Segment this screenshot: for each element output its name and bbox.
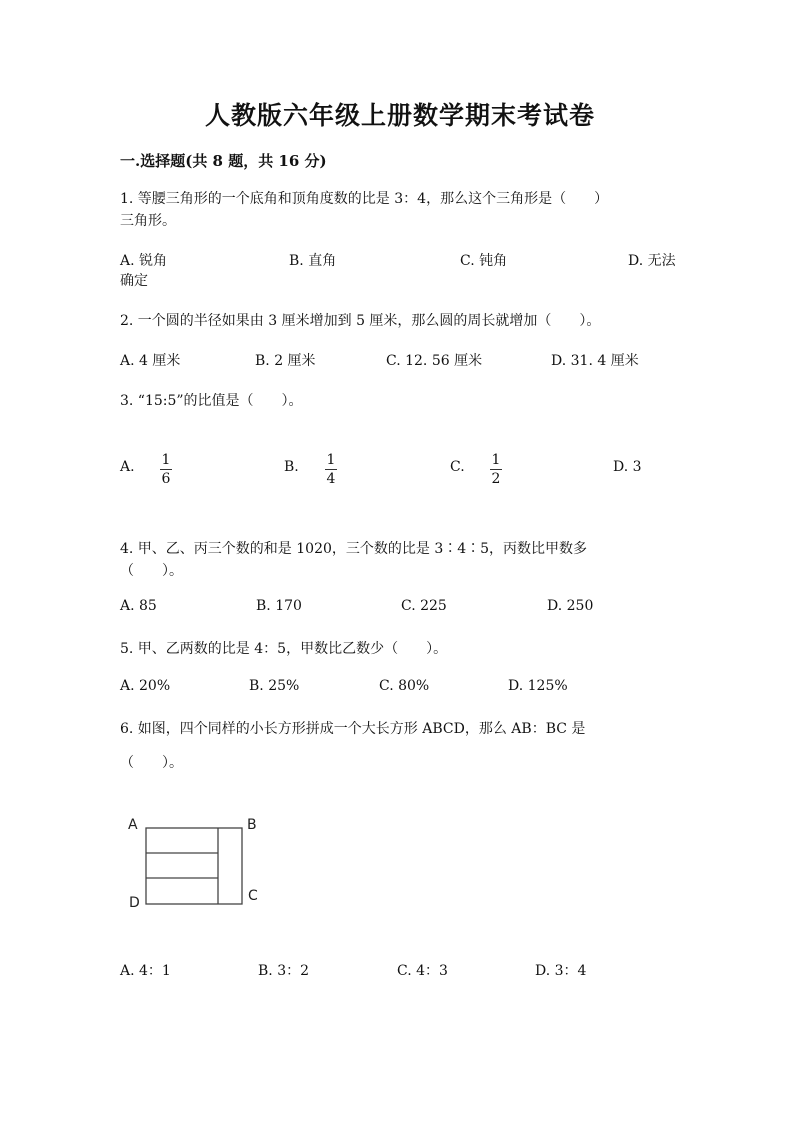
fraction-numerator: 1: [491, 452, 501, 468]
question-4-option-b: B. 170: [256, 598, 302, 614]
fraction-denominator: 2: [491, 471, 501, 487]
question-3-option-a-label: A.: [120, 459, 135, 475]
fraction-bar: [160, 469, 172, 470]
question-4-text: 4. 甲、乙、丙三个数的和是 1020，三个数的比是 3∶4∶5，丙数比甲数多: [120, 541, 588, 557]
question-1-text-cont: 三角形。: [120, 213, 176, 229]
question-5-option-b: B. 25%: [249, 678, 300, 694]
question-6-option-a: A. 4：1: [120, 963, 171, 979]
question-6-option-b: B. 3：2: [258, 963, 310, 979]
fraction-denominator: 6: [161, 471, 171, 487]
question-6-option-d: D. 3：4: [535, 963, 587, 979]
question-1-option-b: B. 直角: [289, 253, 337, 269]
question-3-option-b-label: B.: [284, 459, 299, 475]
vertex-label-c: C: [248, 888, 258, 904]
question-5-option-c: C. 80%: [379, 678, 430, 694]
rectangle-abcd-figure: [120, 808, 280, 918]
question-1-option-a: A. 锐角: [120, 253, 168, 269]
question-4-option-d: D. 250: [547, 598, 594, 614]
fraction-numerator: 1: [326, 452, 336, 468]
question-5-option-d: D. 125%: [508, 678, 568, 694]
question-1-option-c: C. 钝角: [460, 253, 508, 269]
question-4-text-cont: （ ）。: [120, 563, 183, 579]
question-2-option-c: C. 12. 56 厘米: [386, 353, 483, 369]
question-3-option-c-label: C.: [450, 459, 465, 475]
question-1-option-d-wrap: 确定: [120, 273, 148, 289]
question-2-option-a: A. 4 厘米: [120, 353, 181, 369]
question-6-text: 6. 如图，四个同样的小长方形拼成一个大长方形 ABCD，那么 AB：BC 是: [120, 721, 586, 737]
question-3-option-a-fraction: [160, 452, 172, 487]
vertex-label-b: B: [247, 817, 257, 833]
question-6-option-c: C. 4：3: [397, 963, 448, 979]
question-1-option-d: D. 无法: [628, 253, 676, 269]
question-3-option-c-fraction: [490, 452, 502, 487]
question-3-option-b-fraction: [325, 452, 337, 487]
question-1-text: 1. 等腰三角形的一个底角和顶角度数的比是 3：4，那么这个三角形是（ ）: [120, 191, 609, 207]
page-title: 人教版六年级上册数学期末考试卷: [204, 101, 595, 130]
vertex-label-d: D: [129, 895, 140, 911]
question-4-option-a: A. 85: [120, 598, 157, 614]
fraction-bar: [325, 469, 337, 470]
question-2-text: 2. 一个圆的半径如果由 3 厘米增加到 5 厘米，那么圆的周长就增加（ ）。: [120, 313, 601, 329]
vertex-label-a: A: [128, 817, 138, 833]
outer-rectangle: [146, 828, 242, 904]
section-heading: 一.选择题(共 8 题，共 16 分): [120, 152, 327, 170]
question-2-option-b: B. 2 厘米: [255, 353, 316, 369]
question-4-option-c: C. 225: [401, 598, 447, 614]
question-3-text: 3. “15:5”的比值是（ ）。: [120, 393, 303, 409]
question-6-text-cont: （ ）。: [120, 755, 183, 771]
fraction-numerator: 1: [161, 452, 171, 468]
question-5-text: 5. 甲、乙两数的比是 4：5，甲数比乙数少（ ）。: [120, 641, 448, 657]
question-5-option-a: A. 20%: [120, 678, 171, 694]
fraction-denominator: 4: [326, 471, 336, 487]
fraction-bar: [490, 469, 502, 470]
question-3-option-d: D. 3: [613, 459, 642, 475]
question-2-option-d: D. 31. 4 厘米: [551, 353, 639, 369]
